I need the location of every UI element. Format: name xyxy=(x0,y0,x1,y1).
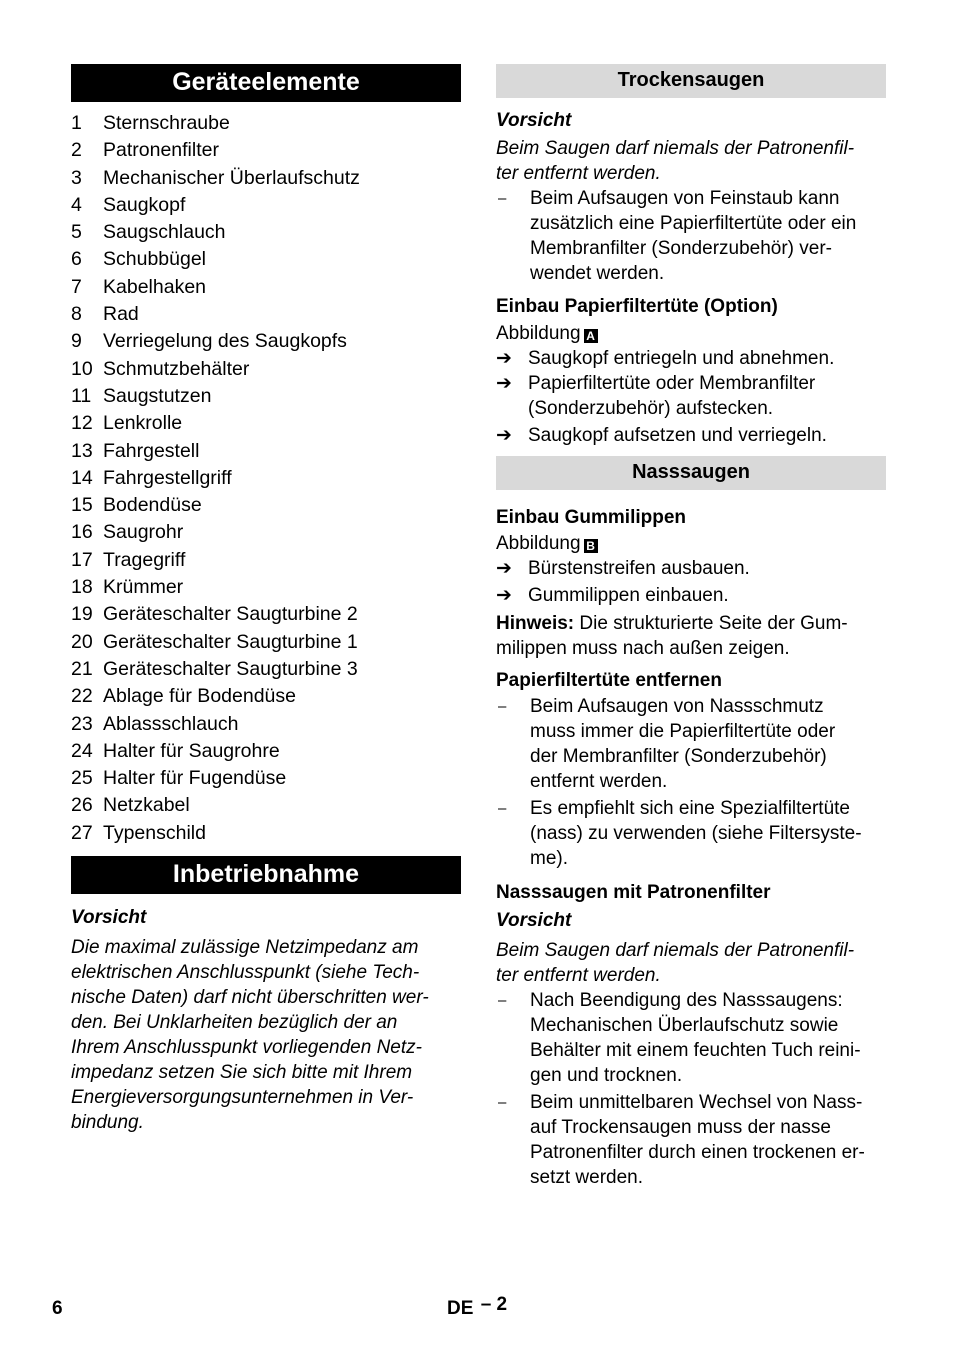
item-number: 13 xyxy=(71,439,93,462)
dash-item-wechsel xyxy=(496,1090,886,1190)
text-line: ter entfernt werden. xyxy=(496,965,661,986)
parts-list-item xyxy=(71,356,461,383)
figure-reference-a xyxy=(496,321,886,346)
text-line: Beim Saugen darf niemals der Patronenfil- xyxy=(496,138,855,159)
subheading-einbau-papierfiltertuete: Einbau Papierfiltertüte (Option) xyxy=(496,296,778,317)
text-line: Mechanischen Überlaufschutz sowie xyxy=(530,1015,839,1036)
dash-bullet: – xyxy=(498,992,507,1009)
text-line: Es empfiehlt sich eine Spezialfiltertüte xyxy=(530,798,850,819)
step-item xyxy=(496,371,886,421)
item-label: Geräteschalter Saugturbine 3 xyxy=(103,657,358,680)
parts-list-item xyxy=(71,765,461,792)
item-number: 23 xyxy=(71,712,93,735)
item-label: Mechanischer Überlaufschutz xyxy=(103,166,360,189)
item-number: 14 xyxy=(71,466,93,489)
parts-list-item xyxy=(71,192,461,219)
text-line: auf Trockensaugen muss der nasse xyxy=(530,1117,832,1138)
text-line: me). xyxy=(530,848,568,869)
text-line: Papierfiltertüte oder Membranfilter xyxy=(528,373,816,394)
footer-language xyxy=(447,1294,508,1320)
item-number: 18 xyxy=(71,576,93,599)
text-line: Beim Aufsaugen von Nassschmutz xyxy=(530,696,824,717)
item-label: Schubbügel xyxy=(103,248,207,271)
page-number: 6 xyxy=(52,1298,63,1319)
text-line: zusätzlich eine Papierfiltertüte oder ein xyxy=(530,213,857,234)
text-line: (Sonderzubehör) aufstecken. xyxy=(528,398,774,419)
caution-heading-2: Vorsicht xyxy=(496,910,572,931)
parts-list-item xyxy=(71,219,461,246)
item-label: Netzkabel xyxy=(103,794,190,817)
hint-paragraph xyxy=(496,611,886,661)
text-line: ter entfernt werden. xyxy=(496,163,661,184)
parts-list-item xyxy=(71,410,461,437)
item-label: Typenschild xyxy=(103,821,206,844)
parts-list-item xyxy=(71,274,461,301)
step-item xyxy=(496,423,886,448)
subheading-papierfiltertuete-entfernen: Papierfiltertüte entfernen xyxy=(496,670,722,691)
parts-list-item xyxy=(71,711,461,738)
parts-list-item xyxy=(71,465,461,492)
parts-list-item xyxy=(71,110,461,137)
item-number: 25 xyxy=(71,767,93,790)
item-number: 9 xyxy=(71,330,82,353)
item-number: 11 xyxy=(71,384,92,407)
section-title-geraeteelemente: Geräteelemente xyxy=(71,64,461,102)
text-line: Nach Beendigung des Nasssaugens: xyxy=(530,990,843,1011)
section-title-trockensaugen: Trockensaugen xyxy=(496,64,886,98)
parts-list-item xyxy=(71,574,461,601)
parts-list-item xyxy=(71,629,461,656)
text-line: gen und trocknen. xyxy=(530,1065,683,1086)
left-column xyxy=(71,64,461,1135)
item-number: 20 xyxy=(71,630,93,653)
text-line: setzt werden. xyxy=(530,1167,643,1188)
dash-item-nach-beendigung xyxy=(496,988,886,1088)
parts-list-item xyxy=(71,683,461,710)
parts-list-item xyxy=(71,137,461,164)
text-line: Energieversorgungsunternehmen in Ver- xyxy=(71,1087,414,1109)
text-line: der Membranfilter (Sonderzubehör) xyxy=(530,746,827,767)
caution-text xyxy=(71,935,461,1135)
dash-bullet: – xyxy=(498,190,507,207)
text-line: Patronenfilter durch einen trockenen er- xyxy=(530,1142,865,1163)
text-line: entfernt werden. xyxy=(530,771,668,792)
parts-list-item xyxy=(71,328,461,355)
dash-bullet: – xyxy=(498,698,507,715)
item-label: Saugkopf xyxy=(103,193,186,216)
arrow-right-icon: ➔ xyxy=(496,373,512,394)
item-number: 26 xyxy=(71,794,93,817)
item-number: 16 xyxy=(71,521,93,544)
item-number: 17 xyxy=(71,548,93,571)
figure-reference-b xyxy=(496,531,886,556)
arrow-right-icon: ➔ xyxy=(496,585,512,606)
text-line: Beim unmittelbaren Wechsel von Nass- xyxy=(530,1092,863,1113)
text-line: Die maximal zulässige Netzimpedanz am xyxy=(71,937,419,959)
parts-list-item xyxy=(71,438,461,465)
parts-list-item xyxy=(71,738,461,765)
parts-list-item xyxy=(71,383,461,410)
step-text: Saugkopf entriegeln und abnehmen. xyxy=(528,348,835,369)
item-label: Fahrgestell xyxy=(103,439,200,462)
item-number: 6 xyxy=(71,248,82,271)
item-label: Tragegriff xyxy=(103,548,186,571)
arrow-right-icon: ➔ xyxy=(496,348,512,369)
dash-item-spezialfiltertuete xyxy=(496,796,886,871)
item-number: 24 xyxy=(71,739,93,762)
text-line: Membranfilter (Sonderzubehör) ver- xyxy=(530,238,833,259)
dash-item-nassschmutz xyxy=(496,694,886,794)
item-label: Saugschlauch xyxy=(103,221,226,244)
text-line: Behälter mit einem feuchten Tuch reini- xyxy=(530,1040,861,1061)
item-number: 3 xyxy=(71,166,82,189)
item-label: Halter für Saugrohre xyxy=(103,739,280,762)
parts-list-item xyxy=(71,792,461,819)
parts-list-item xyxy=(71,656,461,683)
subheading-einbau-gummilippen: Einbau Gummilippen xyxy=(496,507,687,528)
figure-label: Abbildung xyxy=(496,533,581,554)
item-number: 27 xyxy=(71,821,93,844)
item-label: Halter für Fugendüse xyxy=(103,767,287,790)
caution-heading-1: Vorsicht xyxy=(496,110,572,131)
parts-list-item xyxy=(71,492,461,519)
caution-heading: Vorsicht xyxy=(71,907,147,929)
item-number: 5 xyxy=(71,221,82,244)
text-line: Beim Saugen darf niemals der Patronenfil- xyxy=(496,940,855,961)
item-label: Bodendüse xyxy=(103,494,202,517)
item-number: 21 xyxy=(71,657,93,680)
step-item xyxy=(496,346,886,371)
item-label: Kabelhaken xyxy=(103,275,207,298)
step-item xyxy=(496,583,886,608)
sub-page-number: – 2 xyxy=(480,1294,508,1315)
text-line: elektrischen Anschlusspunkt (siehe Tech- xyxy=(71,962,420,984)
item-label: Geräteschalter Saugturbine 2 xyxy=(103,603,358,626)
item-label: Rad xyxy=(103,303,139,326)
parts-list-item xyxy=(71,519,461,546)
text-line: Ihrem Anschlusspunkt vorliegenden Netz- xyxy=(71,1037,422,1059)
dash-bullet: – xyxy=(498,800,507,817)
item-number: 19 xyxy=(71,603,93,626)
figure-label: Abbildung xyxy=(496,323,581,344)
subheading-nasssaugen-patronenfilter: Nasssaugen mit Patronenfilter xyxy=(496,882,771,903)
parts-list-item xyxy=(71,547,461,574)
arrow-right-icon: ➔ xyxy=(496,425,512,446)
text-line: den. Bei Unklarheiten bezüglich der an xyxy=(71,1012,398,1034)
parts-list-item xyxy=(71,601,461,628)
parts-list-item xyxy=(71,301,461,328)
item-label: Geräteschalter Saugturbine 1 xyxy=(103,630,358,653)
text-line: impedanz setzen Sie sich bitte mit Ihrem xyxy=(71,1062,413,1084)
item-number: 2 xyxy=(71,139,82,162)
text-line: wendet werden. xyxy=(530,263,665,284)
language-code: DE xyxy=(447,1298,474,1319)
step-text: Bürstenstreifen ausbauen. xyxy=(528,558,750,579)
item-label: Ablassschlauch xyxy=(103,712,239,735)
text-line: muss immer die Papierfiltertüte oder xyxy=(530,721,836,742)
item-label: Ablage für Bodendüse xyxy=(103,685,296,708)
item-number: 12 xyxy=(71,412,93,435)
step-item xyxy=(496,556,886,581)
item-label: Sternschraube xyxy=(103,112,230,134)
hint-label: Hinweis: xyxy=(496,613,575,634)
arrow-right-icon: ➔ xyxy=(496,558,512,579)
item-number: 4 xyxy=(71,193,82,216)
caution-text-2 xyxy=(496,938,886,988)
section-title-inbetriebnahme: Inbetriebnahme xyxy=(71,856,461,894)
hint-text: Die strukturierte Seite der Gum- xyxy=(574,613,848,634)
parts-list-item xyxy=(71,820,461,847)
item-label: Verriegelung des Saugkopfs xyxy=(103,330,347,353)
caution-text-1 xyxy=(496,136,886,186)
item-number: 22 xyxy=(71,685,93,708)
text-line: bindung. xyxy=(71,1112,144,1134)
parts-list-item xyxy=(71,246,461,273)
dash-item-feinstaub xyxy=(496,186,886,286)
dash-bullet: – xyxy=(498,1094,507,1111)
hint-line xyxy=(496,611,886,636)
parts-list-item xyxy=(71,165,461,192)
step-text: Saugkopf aufsetzen und verriegeln. xyxy=(528,425,827,446)
item-number: 8 xyxy=(71,303,82,326)
item-number: 1 xyxy=(71,112,82,134)
section-title-nasssaugen: Nasssaugen xyxy=(496,456,886,490)
item-number: 15 xyxy=(71,494,93,517)
item-number: 10 xyxy=(71,357,93,380)
item-label: Krümmer xyxy=(103,576,184,599)
figure-a-icon: A xyxy=(584,329,598,343)
item-label: Saugrohr xyxy=(103,521,184,544)
figure-b-icon: B xyxy=(584,539,598,553)
text-line: (nass) zu verwenden (siehe Filtersyste- xyxy=(530,823,862,844)
right-column xyxy=(496,64,886,1190)
item-label: Patronenfilter xyxy=(103,139,219,162)
step-text: Gummilippen einbauen. xyxy=(528,585,729,606)
text-line: Beim Aufsaugen von Feinstaub kann xyxy=(530,188,840,209)
text-line: nische Daten) darf nicht überschritten wer- xyxy=(71,987,429,1009)
hint-line: milippen muss nach außen zeigen. xyxy=(496,638,790,659)
item-label: Schmutzbehälter xyxy=(103,357,250,380)
item-label: Fahrgestellgriff xyxy=(103,466,232,489)
item-label: Saugstutzen xyxy=(103,384,212,407)
item-label: Lenkrolle xyxy=(103,412,183,435)
item-number: 7 xyxy=(71,275,82,298)
parts-list xyxy=(71,110,461,847)
